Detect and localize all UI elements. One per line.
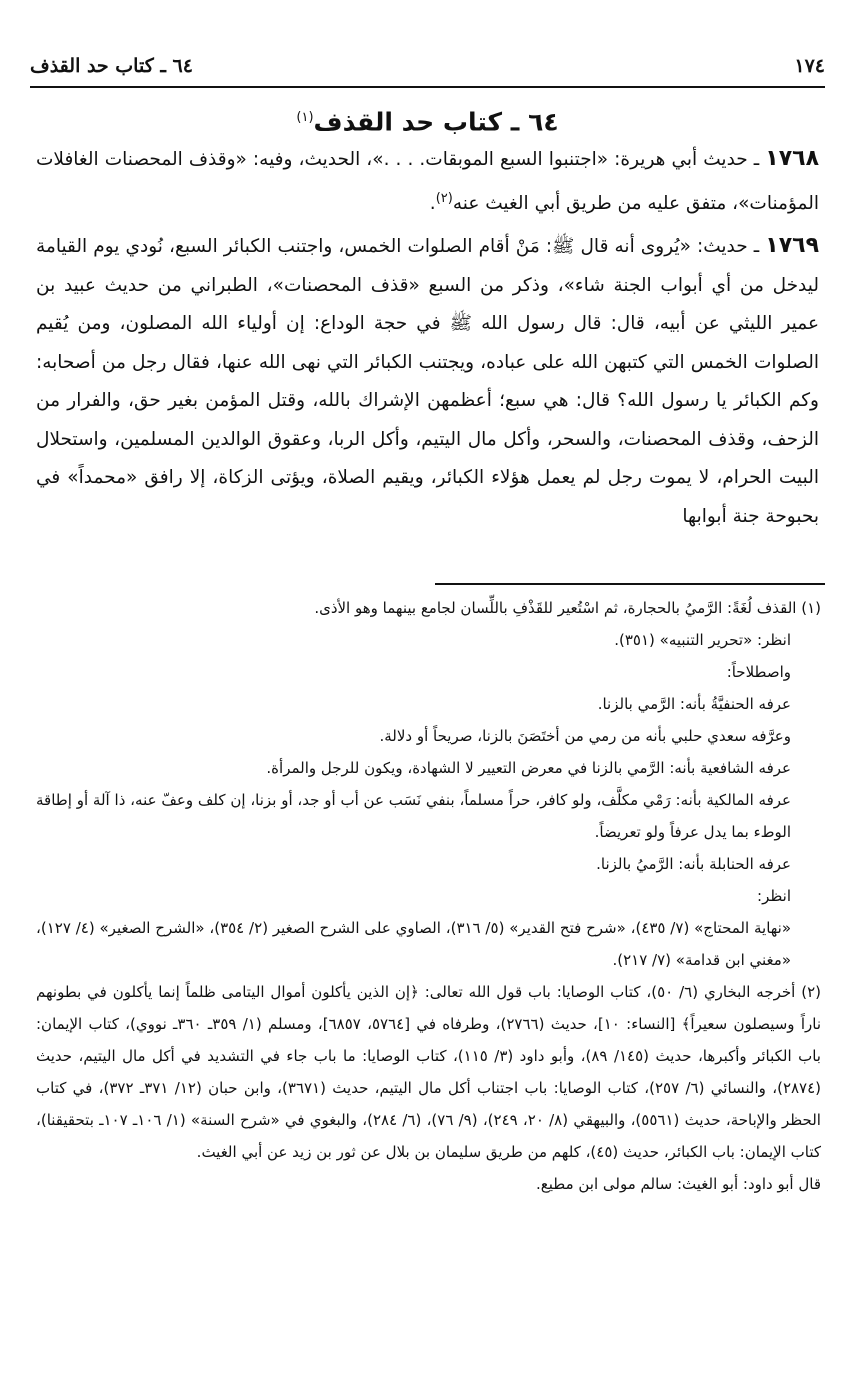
- footnotes: [36, 592, 821, 1200]
- footnote-line: (٢) أخرجه البخاري (٦/ ٥٠)، كتاب الوصايا: باب قول الله تعالى: ﴿إن الذين يأكلون أموال اليتامى ظلماً إنما يأكلون في بطونهم ناراً وسيصلون سعيراً﴾ [النساء: ١٠]، حديث (٢٧٦٦)، وطرفاه في [٥٧٦٤، ٦٨٥٧]، ومسلم (١/ ٣٥٩ـ ٣٦٠ـ نووي)، كتاب الإيمان: باب الكبائر وأكبرها، حديث (١٤٥/ ٨٩)، وأبو داود (٣/ ١١٥)، كتاب الوصايا: ما باب جاء في التشديد في أكل مال اليتيم، حديث (٢٨٧٤)، والنسائي (٦/ ٢٥٧)، كتاب الوصايا: باب اجتناب أكل مال اليتيم، حديث (٣٦٧١)، وابن حبان (١٢/ ٣٧١ـ ٣٧٢)، في كتاب الحظر والإباحة، حديث (٥٥٦١)، والبيهقي (٨/ ٢٠، ٢٤٩)، (٩/ ٧٦)، (٦/ ٢٨٤)، والبغوي في «شرح السنة» (١/ ١٠٦ـ ١٠٧ـ بتحقيقنا)، كتاب الإيمان: باب الكبائر، حديث (٤٥)، كلهم من طريق سليمان بن بلال عن ثور بن زيد عن أبي الغيث.: [36, 983, 822, 1161]
- hadith-1768: [36, 140, 819, 223]
- hadith-footnote-ref: (٢): [435, 190, 453, 206]
- running-title: ٦٤ ـ كتاب حد القذف: [30, 55, 193, 77]
- hadith-1769: [36, 227, 819, 536]
- footnote-line: انظر:: [757, 887, 791, 905]
- hadith-text: ـ حديث أبي هريرة: «اجتنبوا السبع الموبقات. . . .»، الحديث، وفيه: «وقذف المحصنات الغافلات المؤمنات»، متفق عليه من طريق أبي الغيث عنه: [36, 149, 819, 214]
- chapter-title-text: ٦٤ ـ كتاب حد القذف: [313, 107, 559, 137]
- chapter-footnote-ref: (١): [296, 110, 314, 125]
- footnote-line: «نهاية المحتاج» (٧/ ٤٣٥)، «شرح فتح القدير» (٥/ ٣١٦)، الصاوي على الشرح الصغير (٢/ ٣٥٤)، «الشرح الصغير» (٤/ ١٢٧)، «مغني ابن قدامة» (٧/ ٢١٧).: [36, 919, 792, 969]
- footnote-line: عرفه الحنفيَّةُ بأنه: الرَّمي بالزنا.: [597, 695, 791, 713]
- footnote-line: عرفه الشافعية بأنه: الرَّمي بالزنا في معرض التعيير لا الشهادة، ويكون للرجل والمرأة.: [266, 759, 791, 777]
- hadith-number: ١٧٦٩: [765, 233, 819, 259]
- footnote-line: واصطلاحاً:: [726, 663, 791, 681]
- footnote-line: انظر: «تحرير التنبيه» (٣٥١).: [614, 631, 791, 649]
- hadith-number: ١٧٦٨: [765, 146, 819, 171]
- footnote-line: عرفه المالكية بأنه: رَمْي مكلَّف، ولو كافر، حراً مسلماً، بنفي نَسَب عن أب أو جد، أو بزنا، إن كلف وعفّ عنه، ذا آلة أو إطاقة الوطء بما يدل عرفاً ولو تعريضاً.: [36, 791, 791, 841]
- hadith-text: ـ حديث: «يُروى أنه قال ﷺ: مَنْ أقام الصلوات الخمس، واجتنب الكبائر السبع، نُودي يوم القيامة ليدخل من أي أبواب الجنة شاء»، وذكر من السبع «قذف المحصنات»، الطبراني من حديث عبيد بن عمير الليثي عن أبيه، قال: قال رسول الله ﷺ في حجة الوداع: إن أولياء الله المصلون، ومن يُقيم الصلوات الخمس التي كتبهن الله على عباده، ويجتنب الكبائر التي نهى الله عنها، فقال رجل من أصحابه: وكم الكبائر يا رسول الله؟ قال: هي سبع؛ أعظمهن الإشراك بالله، وقتل المؤمن بغير حق، والفرار من الزحف، وقذف المحصنات، والسحر، وأكل مال اليتيم، وأكل الربا، وعقوق الوالدين المسلمين، واستحلال البيت الحرام، لا يموت رجل لم يعمل هؤلاء الكبائر، ويقيم الصلاة، ويؤتى الزكاة، إلا رافق «محمداً» في بحبوحة جنة أبوابها: [36, 236, 819, 527]
- footnote-line: قال أبو داود: أبو الغيث: سالم مولى ابن مطيع.: [536, 1175, 821, 1193]
- footnote-line: وعرَّفه سعدي حلبي بأنه من رمي من أختَصَنَ بالزنا، صريحاً أو دلالة.: [379, 727, 791, 745]
- footnote-line: عرفه الحنابلة بأنه: الرَّميُ بالزنا.: [596, 855, 791, 873]
- footnote-separator: [435, 583, 825, 585]
- chapter-title: [30, 96, 825, 140]
- page-number: ١٧٤: [794, 55, 825, 77]
- footnote-line: (١) القذف لُغَةً: الرَّميُ بالحجارة، ثم اسْتُعير للقَذْفِ باللِّسان لجامع بينهما وهو الأذى.: [314, 599, 821, 617]
- header-rule: [30, 86, 825, 88]
- main-text: [36, 140, 819, 540]
- page-header: [30, 48, 825, 84]
- hadith-end: .: [429, 192, 436, 214]
